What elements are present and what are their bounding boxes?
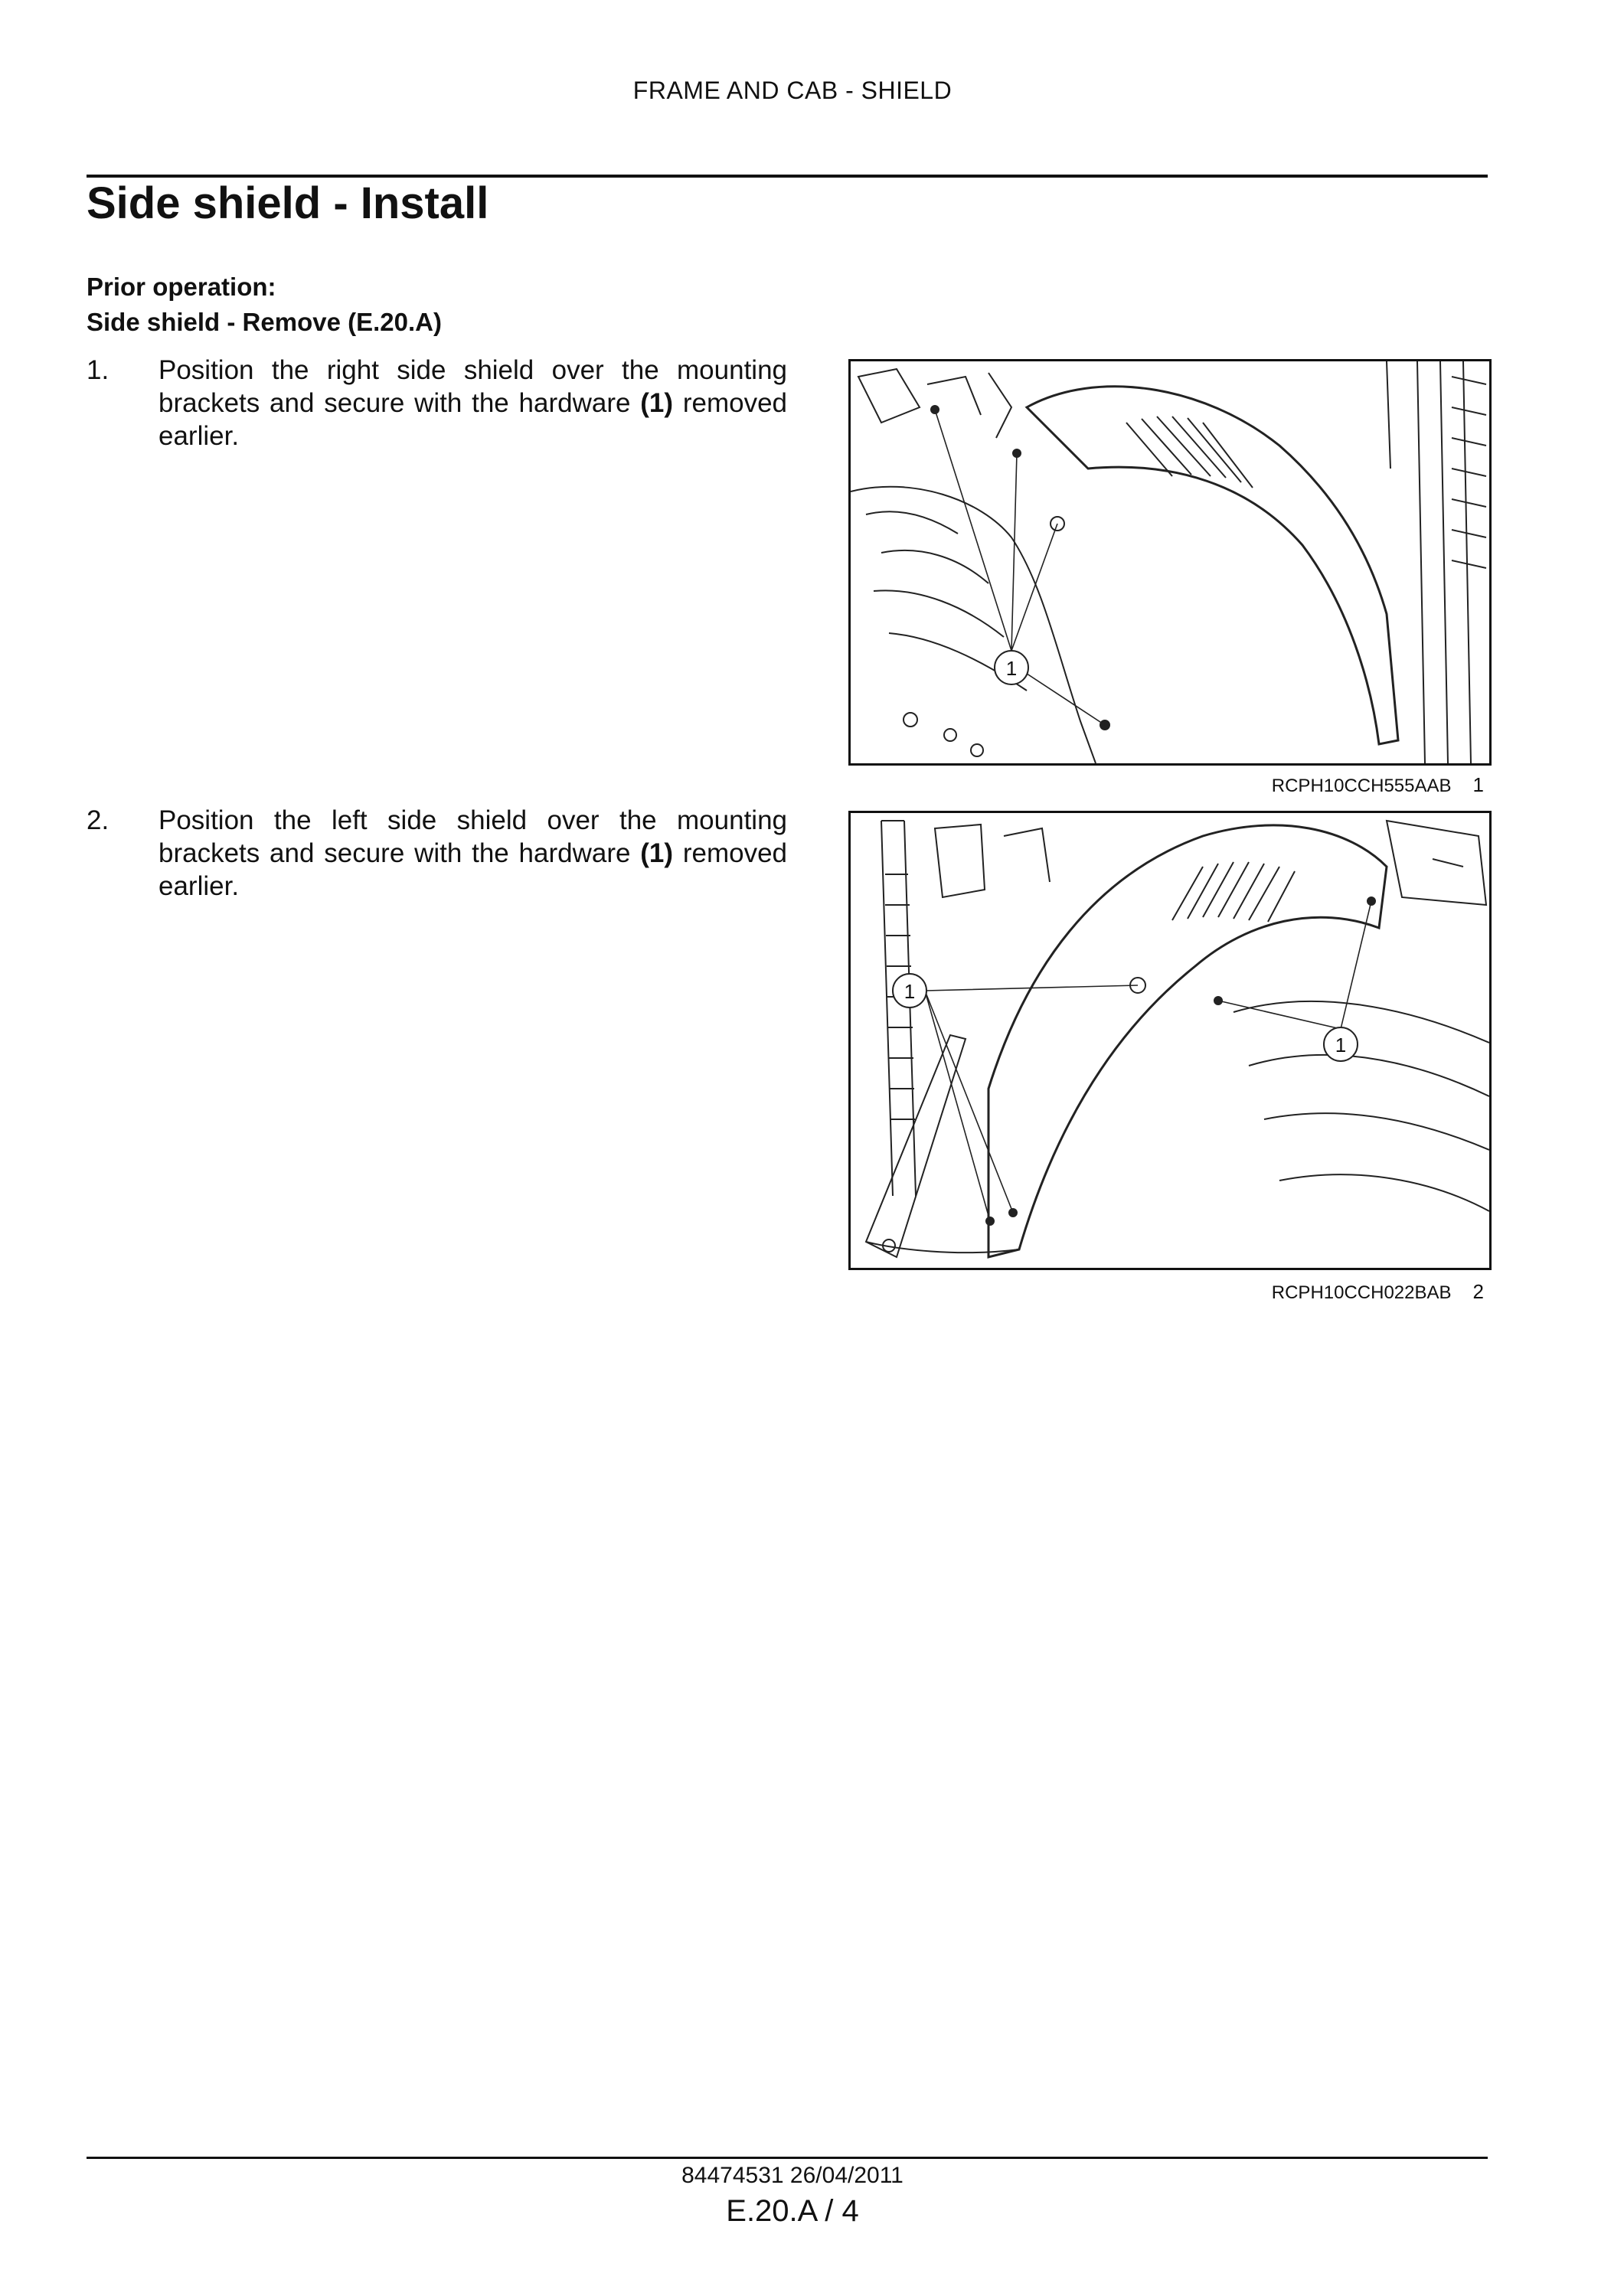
callout-reference: (1) <box>640 388 674 418</box>
radiator <box>881 821 916 1196</box>
step-text <box>158 804 787 903</box>
figure-1-caption <box>848 773 1484 797</box>
prior-operation <box>87 269 442 340</box>
prior-operation-label: Prior operation: <box>87 273 276 301</box>
figure-2 <box>848 811 1492 1270</box>
step-number: 2. <box>87 805 109 835</box>
prior-operation-reference: Side shield - Remove (E.20.A) <box>87 308 442 336</box>
hub-bolt <box>944 729 956 741</box>
footer-page-number: E.20.A / 4 <box>726 2194 859 2228</box>
step-2 <box>87 804 787 903</box>
page-header: FRAME AND CAB - SHIELD <box>632 77 953 104</box>
figure-1 <box>848 359 1492 766</box>
shield-louvers <box>1126 416 1253 488</box>
hub-bolt <box>903 713 917 727</box>
step-text <box>158 354 787 452</box>
figure-2-illustration <box>851 813 1489 1268</box>
step-text-after: removed earlier. <box>158 388 788 451</box>
figure-code: RCPH10CCH022BAB <box>1271 1282 1452 1303</box>
side-shield <box>1027 387 1398 744</box>
callout-label: 1 <box>903 980 916 1003</box>
footer-doc-id: 84474531 26/04/2011 <box>681 2163 903 2188</box>
frame-details <box>1452 377 1486 568</box>
footer-rule <box>87 2157 1488 2159</box>
callout-reference: (1) <box>640 838 674 868</box>
page-title: Side shield - Install <box>87 178 489 228</box>
figure-code: RCPH10CCH555AAB <box>1271 776 1452 796</box>
callout-label: 1 <box>1005 657 1018 680</box>
callout-label: 1 <box>1335 1034 1347 1057</box>
tire-outline <box>1234 1001 1489 1211</box>
figure-2-caption <box>848 1280 1484 1304</box>
engine-parts <box>1387 821 1486 905</box>
step-text-before: Position the left side shield over the mounting brackets and secure with the hardware <box>158 805 787 868</box>
figure-number: 2 <box>1472 1280 1484 1303</box>
leader-line <box>925 901 1371 1221</box>
hub-bolt <box>971 744 983 756</box>
step-text-after: removed earlier. <box>158 838 788 901</box>
shield-louvers <box>1172 862 1295 922</box>
step-1 <box>87 354 787 452</box>
step-number: 1. <box>87 355 109 385</box>
figure-number: 1 <box>1472 773 1484 796</box>
step-text-before: Position the right side shield over the mounting brackets and secure with the hardware <box>158 355 787 418</box>
engine-parts <box>858 369 1011 438</box>
figure-1-illustration <box>851 361 1489 763</box>
engine-parts <box>935 825 1050 897</box>
